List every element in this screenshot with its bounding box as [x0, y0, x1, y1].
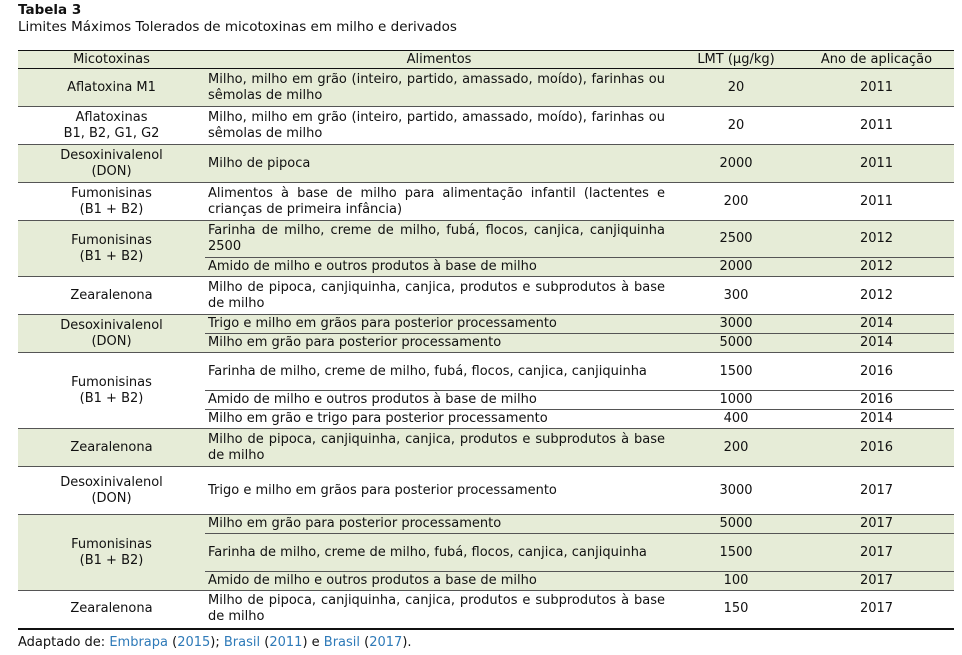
- micotoxina-line: Zearalenona: [70, 601, 153, 617]
- cell-ano: 2011: [799, 107, 954, 145]
- cell-lmt: 20: [673, 107, 799, 145]
- cell-micotoxina: [18, 467, 205, 515]
- cell-ano: 2016: [799, 391, 954, 410]
- source-sep: );: [210, 635, 224, 650]
- micotoxina-line: Aflatoxina M1: [67, 79, 156, 95]
- cell-ano: 2014: [799, 410, 954, 429]
- micotoxina-line: Fumonisinas: [71, 536, 152, 552]
- cell-ano: 2012: [799, 277, 954, 315]
- cell-micotoxina: [18, 429, 205, 467]
- source-sep: (: [167, 635, 178, 650]
- table-row: [18, 429, 954, 467]
- cell-micotoxina: [18, 69, 205, 107]
- source-year-link[interactable]: 2015: [177, 635, 211, 650]
- cell-lmt: 150: [673, 591, 799, 629]
- cell-ano: 2011: [799, 183, 954, 221]
- table-header: [18, 51, 954, 69]
- header-alimentos: Alimentos: [205, 51, 673, 69]
- cell-ano: 2014: [799, 334, 954, 353]
- cell-ano: 2017: [799, 515, 954, 534]
- cell-micotoxina: [18, 591, 205, 629]
- cell-micotoxina: [18, 353, 205, 429]
- header-micotoxinas: Micotoxinas: [18, 51, 205, 69]
- source-prefix: Adaptado de:: [18, 635, 110, 650]
- micotoxina-line: (B1 + B2): [79, 201, 144, 217]
- cell-alimento: Farinha de milho, creme de milho, fubá, flocos, canjica, canjiquinha 2500: [205, 221, 673, 258]
- micotoxina-line: Fumonisinas: [71, 185, 152, 201]
- cell-alimento: Trigo e milho em grãos para posterior processamento: [205, 467, 673, 515]
- table-row: [18, 591, 954, 629]
- header-ano: Ano de aplicação: [799, 51, 954, 69]
- cell-lmt: 200: [673, 429, 799, 467]
- cell-alimento: Amido de milho e outros produtos à base de milho: [205, 258, 673, 277]
- cell-ano: 2016: [799, 429, 954, 467]
- cell-ano: 2011: [799, 145, 954, 183]
- source-year-link[interactable]: 2017: [369, 635, 403, 650]
- cell-micotoxina: [18, 107, 205, 145]
- cell-micotoxina: [18, 515, 205, 591]
- table-row: [18, 107, 954, 145]
- table-caption: [18, 2, 457, 36]
- cell-lmt: 300: [673, 277, 799, 315]
- table-row: [18, 69, 954, 107]
- micotoxina-line: Desoxinivalenol: [60, 147, 163, 163]
- cell-ano: 2017: [799, 467, 954, 515]
- source-link-brasil[interactable]: Brasil: [223, 635, 261, 650]
- cell-ano: 2017: [799, 591, 954, 629]
- header-row: [18, 51, 954, 69]
- cell-alimento: Milho, milho em grão (inteiro, partido, amassado, moído), farinhas ou sêmolas de milho: [205, 107, 673, 145]
- micotoxina-line: (DON): [91, 333, 132, 349]
- micotoxina-line: Fumonisinas: [71, 232, 152, 248]
- cell-alimento: Milho de pipoca, canjiquinha, canjica, produtos e subprodutos à base de milho: [205, 277, 673, 315]
- micotoxina-line: Fumonisinas: [71, 374, 152, 390]
- cell-alimento: Farinha de milho, creme de milho, fubá, flocos, canjica, canjiquinha: [205, 353, 673, 391]
- cell-ano: 2017: [799, 534, 954, 572]
- source-sep: ) e: [302, 635, 324, 650]
- micotoxina-line: (B1 + B2): [79, 248, 144, 264]
- cell-alimento: Milho, milho em grão (inteiro, partido, amassado, moído), farinhas ou sêmolas de milho: [205, 69, 673, 107]
- header-lmt: LMT (μg/kg): [673, 51, 799, 69]
- micotoxina-line: B1, B2, G1, G2: [63, 125, 160, 141]
- table-row: [18, 145, 954, 183]
- cell-lmt: 1000: [673, 391, 799, 410]
- cell-lmt: 400: [673, 410, 799, 429]
- cell-micotoxina: [18, 145, 205, 183]
- cell-lmt: 2000: [673, 258, 799, 277]
- source-sep: (: [260, 635, 270, 650]
- source-link-embrapa[interactable]: Embrapa: [109, 635, 168, 650]
- table-row: [18, 467, 954, 515]
- cell-lmt: 5000: [673, 515, 799, 534]
- cell-lmt: 1500: [673, 534, 799, 572]
- cell-alimento: Amido de milho e outros produtos a base de milho: [205, 572, 673, 591]
- cell-alimento: Alimentos à base de milho para alimentação infantil (lactentes e crianças de primeira infância): [205, 183, 673, 221]
- table-row: [18, 221, 954, 258]
- cell-lmt: 2000: [673, 145, 799, 183]
- cell-lmt: 3000: [673, 315, 799, 334]
- table-row: [18, 315, 954, 334]
- cell-alimento: Milho de pipoca, canjiquinha, canjica, produtos e subprodutos à base de milho: [205, 429, 673, 467]
- table-body: [18, 69, 954, 629]
- source-sep: ).: [402, 635, 412, 650]
- micotoxina-line: Desoxinivalenol: [60, 317, 163, 333]
- cell-lmt: 20: [673, 69, 799, 107]
- cell-ano: 2012: [799, 221, 954, 258]
- table-row: [18, 277, 954, 315]
- table-row: [18, 353, 954, 391]
- micotoxina-line: Zearalenona: [70, 439, 153, 455]
- source-year-link[interactable]: 2011: [269, 635, 303, 650]
- table-label: Tabela 3: [18, 2, 82, 18]
- cell-lmt: 200: [673, 183, 799, 221]
- micotoxina-line: (DON): [91, 490, 132, 506]
- cell-ano: 2016: [799, 353, 954, 391]
- mycotoxin-limits-table: [18, 50, 954, 630]
- source-link-brasil[interactable]: Brasil: [323, 635, 361, 650]
- micotoxina-line: (DON): [91, 163, 132, 179]
- cell-ano: 2012: [799, 258, 954, 277]
- cell-ano: 2011: [799, 69, 954, 107]
- cell-lmt: 5000: [673, 334, 799, 353]
- micotoxina-line: Zearalenona: [70, 287, 153, 303]
- cell-ano: 2017: [799, 572, 954, 591]
- source-note: [18, 635, 412, 651]
- source-sep: (: [360, 635, 370, 650]
- micotoxina-line: (B1 + B2): [79, 552, 144, 568]
- cell-lmt: 1500: [673, 353, 799, 391]
- cell-micotoxina: [18, 221, 205, 277]
- cell-micotoxina: [18, 183, 205, 221]
- micotoxina-line: (B1 + B2): [79, 390, 144, 406]
- micotoxina-line: Desoxinivalenol: [60, 474, 163, 490]
- table-title: Limites Máximos Tolerados de micotoxinas em milho e derivados: [18, 19, 457, 35]
- cell-alimento: Milho em grão para posterior processamento: [205, 334, 673, 353]
- cell-alimento: Amido de milho e outros produtos à base de milho: [205, 391, 673, 410]
- cell-micotoxina: [18, 315, 205, 353]
- cell-lmt: 3000: [673, 467, 799, 515]
- table-row: [18, 515, 954, 534]
- cell-micotoxina: [18, 277, 205, 315]
- cell-alimento: Milho de pipoca, canjiquinha, canjica, produtos e subprodutos à base de milho: [205, 591, 673, 629]
- cell-alimento: Milho em grão para posterior processamento: [205, 515, 673, 534]
- cell-ano: 2014: [799, 315, 954, 334]
- cell-alimento: Farinha de milho, creme de milho, fubá, flocos, canjica, canjiquinha: [205, 534, 673, 572]
- cell-lmt: 100: [673, 572, 799, 591]
- cell-alimento: Milho de pipoca: [205, 145, 673, 183]
- table-row: [18, 183, 954, 221]
- cell-alimento: Trigo e milho em grãos para posterior processamento: [205, 315, 673, 334]
- micotoxina-line: Aflatoxinas: [75, 109, 148, 125]
- cell-lmt: 2500: [673, 221, 799, 258]
- cell-alimento: Milho em grão e trigo para posterior processamento: [205, 410, 673, 429]
